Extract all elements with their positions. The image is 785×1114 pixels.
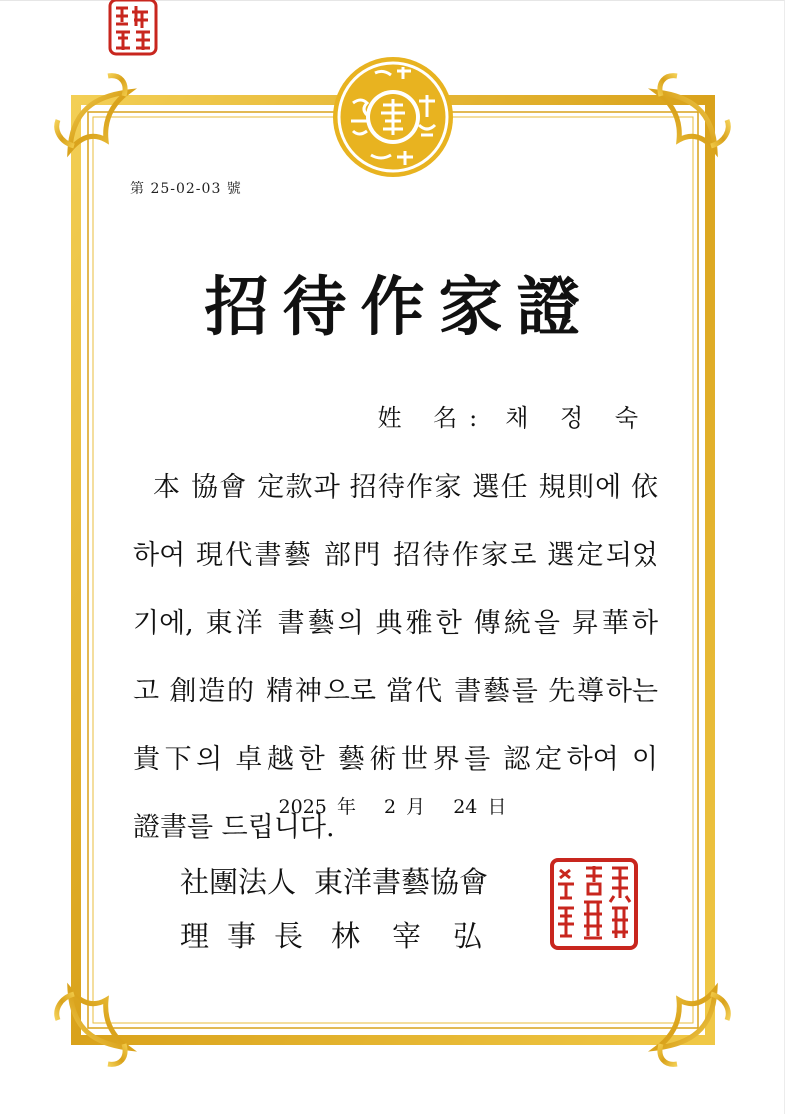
issuer-chairman: [180, 914, 514, 968]
certificate-title: 招待作家證: [204, 270, 595, 345]
recipient-name-row: [377, 398, 650, 433]
official-seal-icon: [550, 858, 638, 950]
name-label: 姓 名:: [377, 404, 490, 432]
issuer-organization: [180, 860, 514, 914]
body-line: 貴下의 卓越한 藝術世界를 認定하여 이: [133, 744, 658, 775]
organization-type: 社團法人: [180, 865, 297, 899]
body-line: 證書를 드립니다.: [133, 812, 335, 843]
red-seal-icon: [106, 0, 160, 58]
date-year-unit: 年: [336, 796, 356, 818]
body-line: 本 協會 定款과 招待作家 選任 規則에 依: [153, 472, 658, 503]
issue-date: [0, 792, 785, 819]
organization-name: 東洋書藝協會: [314, 865, 489, 899]
body-line: 기에, 東洋 書藝의 典雅한 傳統을 昇華하: [133, 608, 658, 639]
corner-ornament-top-right: [657, 76, 728, 150]
date-year: 2025: [278, 796, 327, 818]
recipient-name: 채 정 숙: [505, 404, 650, 432]
issuer-block: [180, 860, 514, 968]
body-line: 하여 現代書藝 部門 招待作家로 選定되었: [133, 540, 658, 571]
date-day-unit: 日: [487, 796, 507, 818]
date-day: 24: [453, 796, 478, 818]
document-number: 第 25-02-03 號: [130, 181, 242, 197]
association-emblem-icon: [331, 55, 455, 179]
corner-ornament-bottom-left: [57, 990, 128, 1064]
chairman-name: 林宰弘: [331, 919, 515, 953]
corner-ornament-top-left: [57, 76, 128, 150]
date-month-unit: 月: [406, 796, 426, 818]
date-month: 2: [384, 796, 397, 818]
corner-ornament-bottom-right: [657, 990, 728, 1064]
body-line: 고 創造的 精神으로 當代 書藝를 先導하는: [133, 676, 658, 707]
chairman-title: 理事長: [180, 919, 322, 953]
